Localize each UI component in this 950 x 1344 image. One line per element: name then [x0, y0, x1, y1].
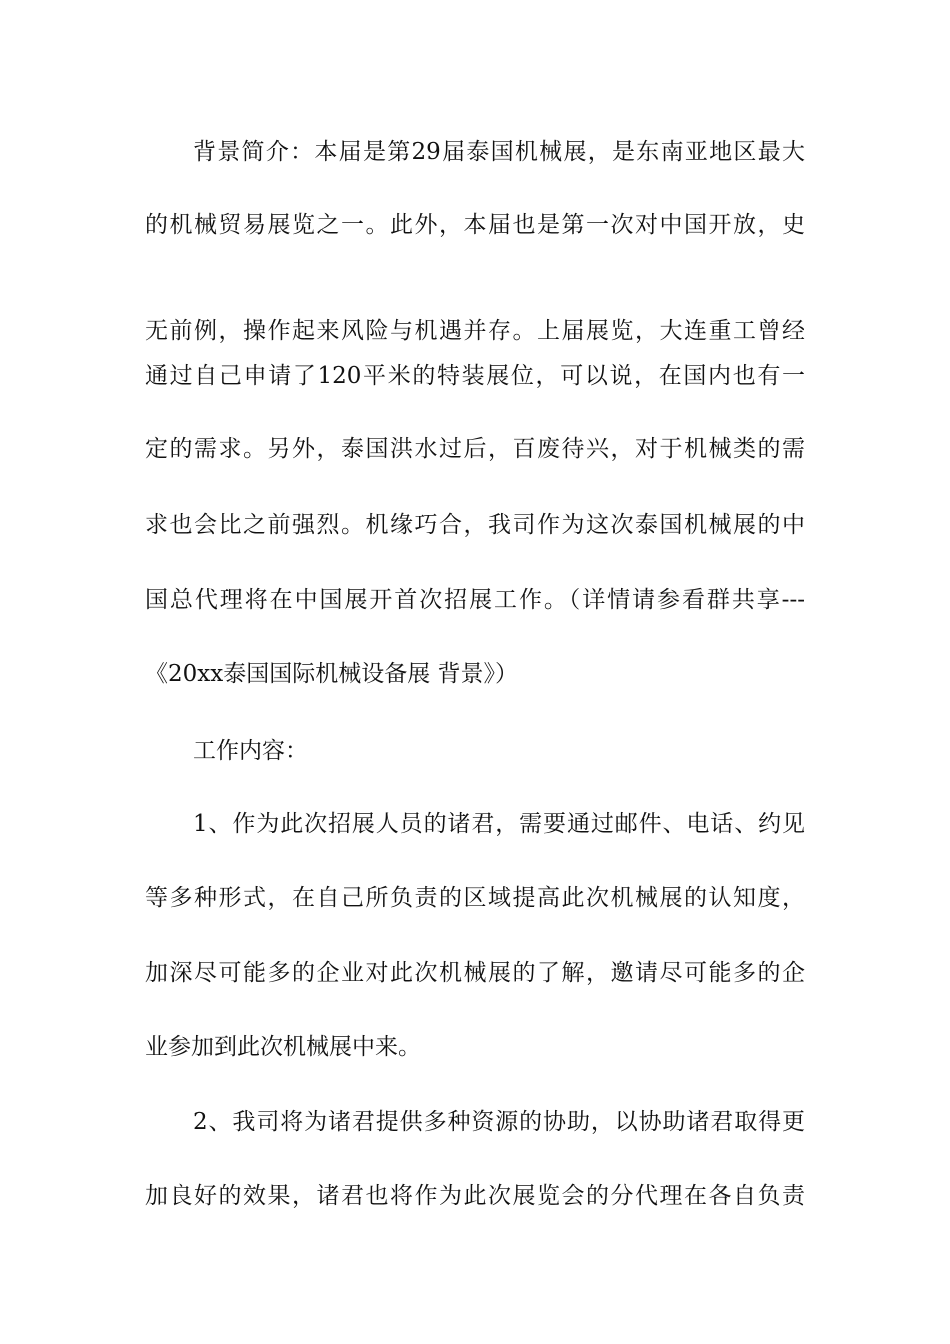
background-line-2: 的机械贸易展览之一。此外，本届也是第一次对中国开放，史 [145, 212, 805, 238]
item1-line-2: 等多种形式，在自己所负责的区域提高此次机械展的认知度， [145, 885, 805, 911]
background-line-6: 求也会比之前强烈。机缘巧合，我司作为这次泰国机械展的中 [145, 512, 805, 538]
item2-line-1: 2、我司将为诸君提供多种资源的协助，以协助诸君取得更 [193, 1109, 805, 1135]
background-line-7: 国总代理将在中国展开首次招展工作。（详情请参看群共享--- [145, 587, 805, 613]
item1-line-1: 1、作为此次招展人员的诸君，需要通过邮件、电话、约见 [193, 811, 805, 837]
item1-line-4: 业参加到此次机械展中来。 [145, 1034, 421, 1060]
background-line-4: 通过自己申请了120平米的特装展位，可以说，在国内也有一 [145, 363, 805, 389]
background-line-1: 背景简介：本届是第29届泰国机械展，是东南亚地区最大 [193, 139, 805, 165]
background-line-3: 无前例，操作起来风险与机遇并存。上届展览，大连重工曾经 [145, 318, 805, 344]
item1-line-3: 加深尽可能多的企业对此次机械展的了解，邀请尽可能多的企 [145, 960, 805, 986]
background-line-8: 《20xx泰国国际机械设备展 背景》） [145, 661, 519, 687]
item2-line-2: 加良好的效果，诸君也将作为此次展览会的分代理在各自负责 [145, 1183, 805, 1209]
background-line-5: 定的需求。另外，泰国洪水过后，百废待兴，对于机械类的需 [145, 436, 805, 462]
work-content-heading: 工作内容： [193, 738, 308, 764]
